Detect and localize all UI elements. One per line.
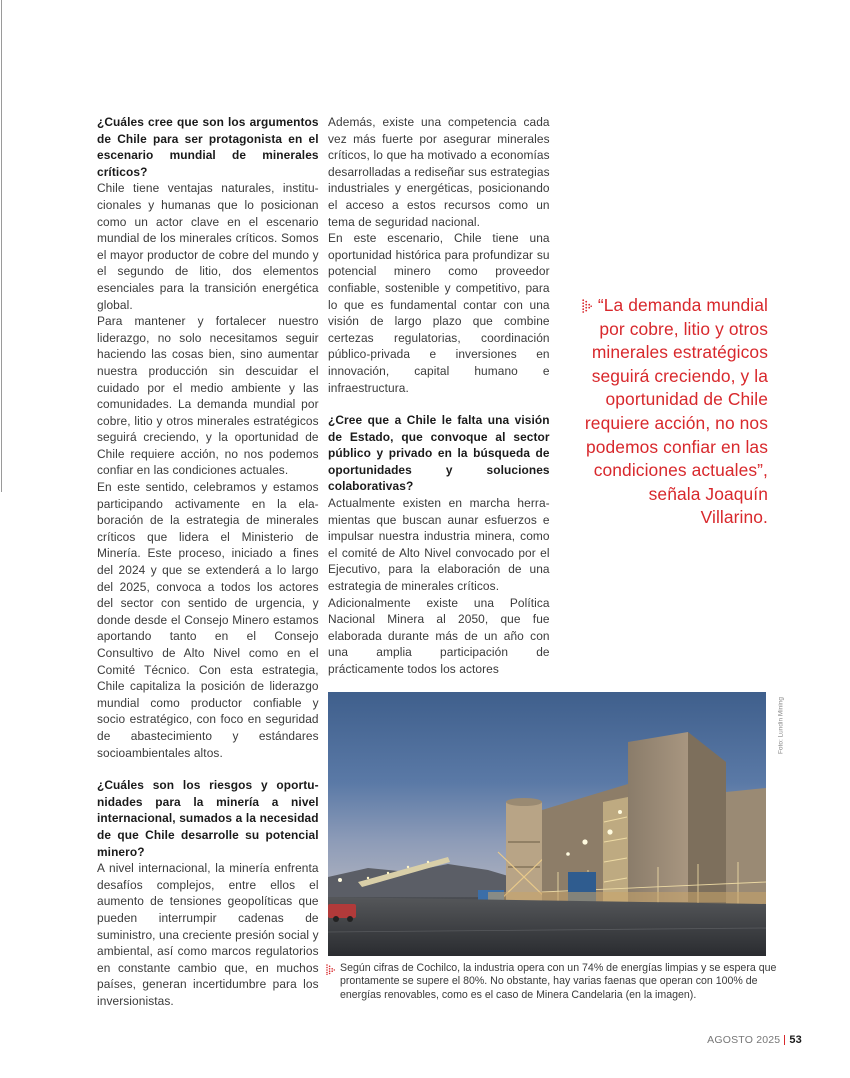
photo-caption (326, 962, 790, 1002)
photo-illustration (328, 692, 766, 956)
dotted-caption-marker-icon (326, 964, 335, 975)
pull-quote-text: “La demanda mundial por cobre, litio y otros minerales estratégicos seguirá creciendo, y la oportunidad de Chile requiere acción, no nos podemos confiar en las condiciones actuales”, señala Joaquín Villarino. (584, 295, 768, 528)
dotted-quote-marker-icon (582, 299, 592, 313)
question-heading: ¿Cree que a Chile le falta una visión de Estado, que convoque al sector público y privado en la búsqueda de oportunidades y soluciones colaborativas? (328, 413, 550, 494)
answer-paragraph: Para mantener y fortalecer nuestro liderazgo, no solo necesitamos seguir haciendo las cosas bien, sino aumentar nuestra producción sin descuidar el cuidado por el medio ambiente y las comunidades. La demanda mundial por cobre, litio y otros minerales estratégicos seguirá creciendo, y la oportunidad de Chile requiere acción, no nos podemos confiar en las condiciones actuales. (97, 314, 319, 478)
footer-separator (784, 1035, 785, 1045)
page-footer (707, 1034, 802, 1046)
page-number: 53 (789, 1034, 802, 1046)
article-column-1 (97, 114, 319, 1009)
answer-paragraph: A nivel internacional, la minería enfrenta desafíos complejos, entre ellos el aumento de tensiones geopolíticas que pueden interrumpir cadenas de suministro, una creciente presión social y ambiental, así como marcos regulatorios en constante cambio que, en muchos países, generan incertidumbre para los inversionistas. (97, 861, 319, 1008)
answer-paragraph: Actualmente existen en marcha herramientas que buscan aunar esfuerzos e impulsar nuestra industria minera, como el comité de Alto Nivel convocado por el Ejecutivo, para la elaboración de una estrategia de minerales críticos. (328, 496, 550, 594)
mining-plant-photo (328, 692, 766, 956)
answer-paragraph: Chile tiene ventajas naturales, institucionales y humanas que lo posicionan como un actor clave en el escenario mundial de los minerales críticos. Somos el mayor productor de cobre del mundo y el segundo de litio, dos elementos esenciales para la transición energética global. (97, 181, 319, 312)
answer-paragraph: En este sentido, celebramos y estamos participando activamente en la elaboración de la estrategia de minerales críticos que lidera el Ministerio de Minería. Este proceso, iniciado a fines del 2024 y que se extenderá a lo largo del 2025, convoca a todos los actores del sector con sentido de urgencia, y donde desde el Consejo Minero estamos aportando tanto en el Consejo Consultivo de Alto Nivel como en el Comité Técnico. Con esta estrategia, Chile capitaliza la posición de liderazgo mundial como productor confiable y socio estratégico, con foco en seguridad de abastecimiento y estándares socioambientales altos. (97, 480, 319, 760)
question-heading: ¿Cuáles son los riesgos y oportunidades para la minería a nivel internacional, sumados a la necesidad de que Chile desarrolle su potencial minero? (97, 778, 319, 859)
question-heading: ¿Cuáles cree que son los argumentos de Chile para ser protagonista en el escenario mundial de minerales críticos? (97, 115, 319, 179)
answer-paragraph: Además, existe una competencia cada vez más fuerte por asegurar minerales críticos, lo que ha motivado a economías desarrolladas a rediseñar sus estrategias industriales y energéticas, posicionando el acceso a estos recursos como un tema de seguridad nacional. (328, 115, 550, 229)
issue-date: AGOSTO 2025 (707, 1034, 781, 1046)
page-edge-line (1, 0, 2, 492)
photo-credit (776, 692, 786, 762)
answer-paragraph: En este escenario, Chile tiene una oportunidad histórica para profundizar su potencial minero como proveedor confiable, sostenible y competitivo, para lo que es fundamental contar con una visión de largo plazo que combine certezas regulatorias, coordinación público-privada e inversiones en innovación, capital humano e infraestructura. (328, 231, 550, 395)
article-column-2 (328, 114, 550, 678)
pull-quote (578, 294, 768, 530)
photo-credit-text: Foto: Lundin Mining (777, 696, 785, 755)
answer-paragraph: Adicionalmente existe una Política Nacional Minera al 2050, que fue elaborada durante más de un año con una amplia participación de prácticamente todos los actores (328, 595, 550, 676)
photo-caption-text: Según cifras de Cochilco, la industria opera con un 74% de energías limpias y se espera que prontamente se supere el 80%. No obstante, hay varias faenas que operan con 100% de energías renovables, como es el caso de Minera Candelaria (en la imagen). (340, 962, 777, 1001)
